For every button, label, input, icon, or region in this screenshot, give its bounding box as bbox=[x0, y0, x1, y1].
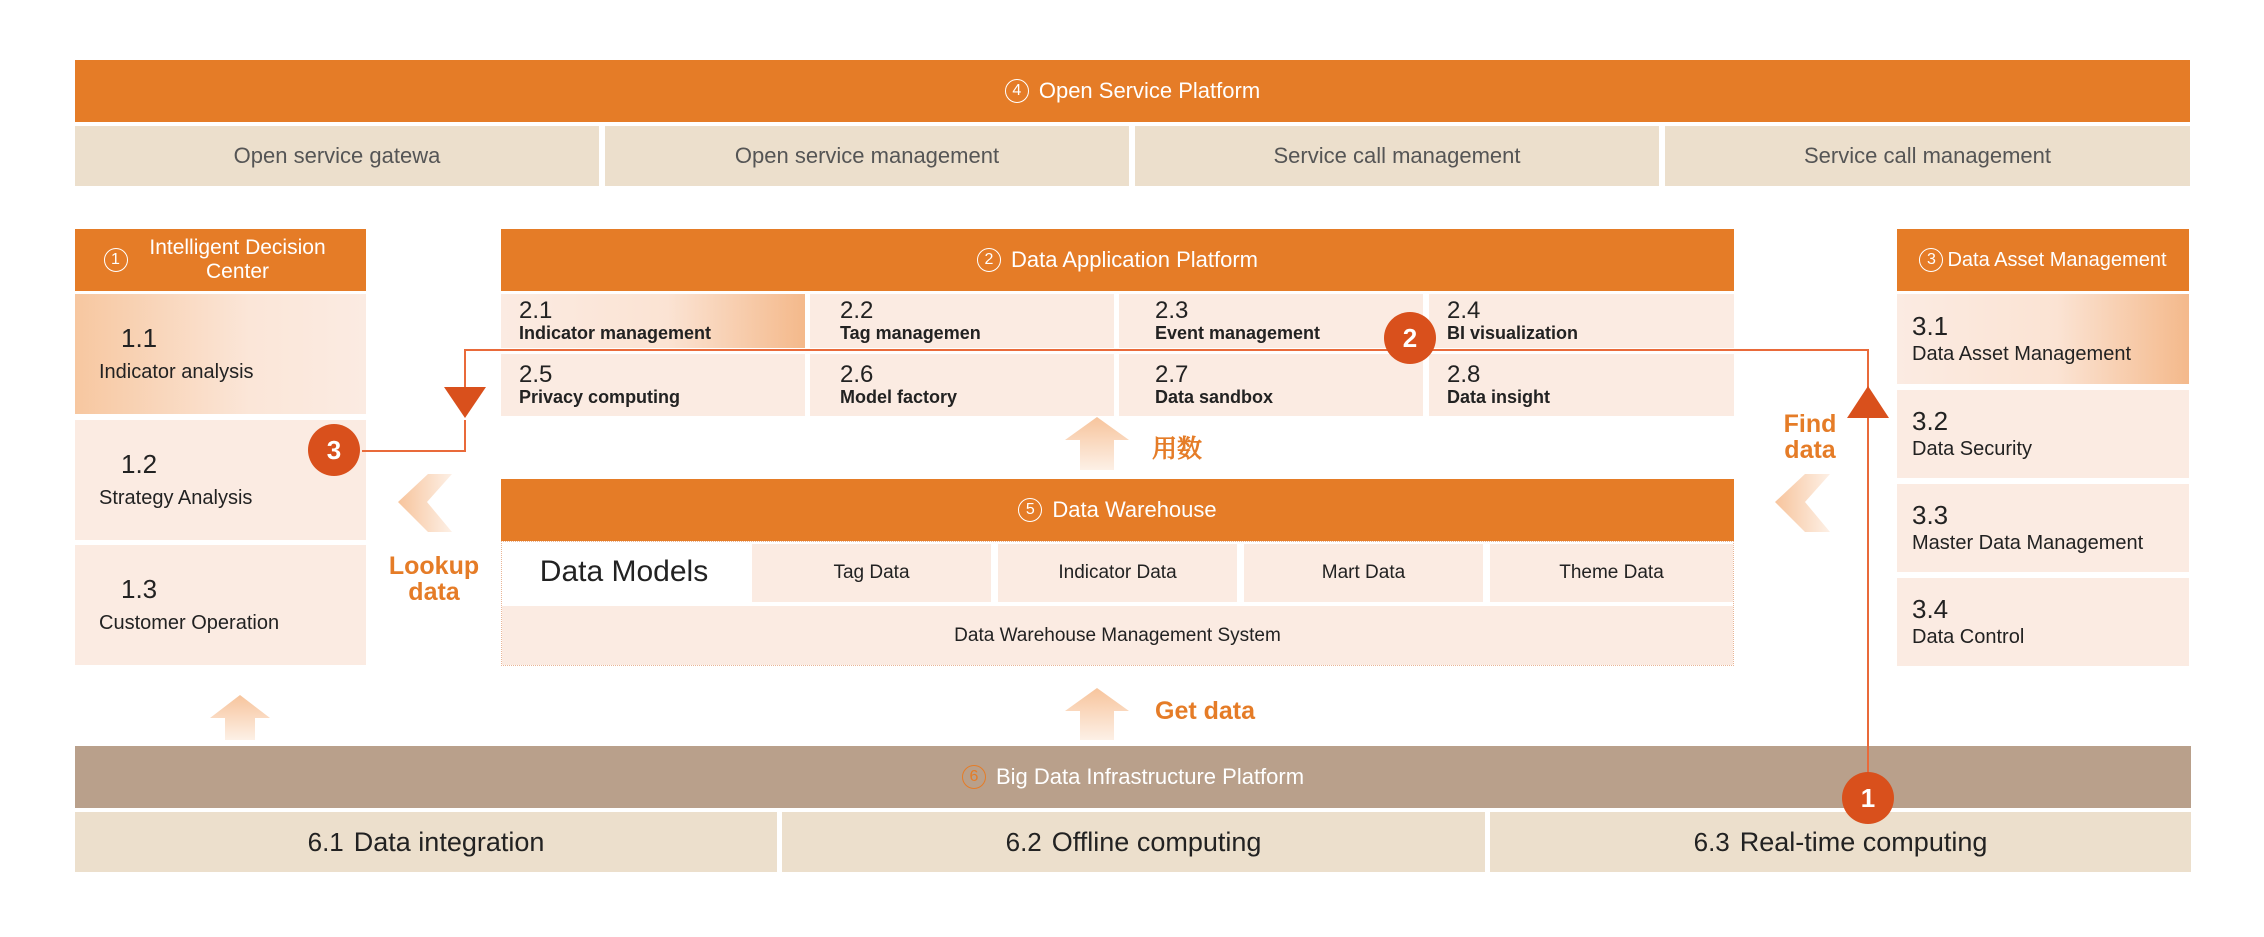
number-badge: 6 bbox=[962, 765, 986, 789]
open-service-item: Open service management bbox=[605, 126, 1129, 186]
infrastructure-title: Big Data Infrastructure Platform bbox=[995, 764, 1305, 789]
asset-item: 3.1 Data Asset Management bbox=[1897, 294, 2189, 384]
up-arrow-icon bbox=[210, 695, 270, 740]
warehouse-management-system: Data Warehouse Management System bbox=[502, 606, 1733, 665]
lookup-data-label: Lookup data bbox=[388, 552, 480, 606]
infra-item: 6.3 Real-time computing bbox=[1490, 812, 2191, 872]
application-item: 2.3 Event management bbox=[1119, 294, 1423, 348]
decision-item: 1.3 Customer Operation bbox=[75, 545, 366, 665]
application-item: 2.5 Privacy computing bbox=[501, 354, 805, 416]
decision-item: 1.1 Indicator analysis bbox=[75, 294, 366, 414]
data-models-label: Data Models bbox=[502, 542, 746, 602]
open-service-item: Open service gatewa bbox=[75, 126, 599, 186]
arrow-up-icon bbox=[1847, 386, 1889, 418]
application-platform-title: Data Application Platform bbox=[1010, 247, 1259, 272]
warehouse-item: Indicator Data bbox=[998, 544, 1237, 602]
decision-center-title: Intelligent Decision Center bbox=[149, 236, 326, 283]
find-data-label: Find data bbox=[1783, 410, 1837, 464]
warehouse-item: Tag Data bbox=[752, 544, 991, 602]
asset-item: 3.2 Data Security bbox=[1897, 390, 2189, 478]
application-item: 2.2 Tag managemen bbox=[810, 294, 1114, 348]
open-service-item: Service call management bbox=[1135, 126, 1659, 186]
flow-line bbox=[465, 350, 1868, 795]
decision-item: 1.2 Strategy Analysis bbox=[75, 420, 366, 540]
arrow-down-icon bbox=[444, 387, 486, 418]
number-badge: 5 bbox=[1018, 498, 1042, 522]
application-item: 2.4 BI visualization bbox=[1429, 294, 1734, 348]
step-badge-1: 1 bbox=[1842, 772, 1894, 824]
flow-line bbox=[362, 420, 465, 451]
warehouse-item: Theme Data bbox=[1490, 544, 1733, 602]
application-item: 2.8 Data insight bbox=[1429, 354, 1734, 416]
step-badge-3: 3 bbox=[308, 424, 360, 476]
data-warehouse-title: Data Warehouse bbox=[1052, 497, 1217, 522]
asset-management-title: Data Asset Management bbox=[1947, 248, 2167, 271]
infra-item: 6.1 Data integration bbox=[75, 812, 777, 872]
warehouse-item: Mart Data bbox=[1244, 544, 1483, 602]
number-badge: 1 bbox=[104, 248, 128, 272]
number-badge: 4 bbox=[1005, 79, 1029, 103]
asset-item: 3.4 Data Control bbox=[1897, 578, 2189, 666]
asset-item: 3.3 Master Data Management bbox=[1897, 484, 2189, 572]
up-arrow-icon bbox=[1065, 417, 1129, 470]
left-arrow-icon bbox=[398, 474, 452, 532]
get-data-label: Get data bbox=[1155, 697, 1256, 725]
left-arrow-icon bbox=[1775, 474, 1830, 532]
step-badge-2: 2 bbox=[1384, 312, 1436, 364]
use-data-label: 用数 bbox=[1152, 435, 1203, 463]
number-badge: 3 bbox=[1919, 248, 1943, 272]
open-service-item: Service call management bbox=[1665, 126, 2190, 186]
up-arrow-icon bbox=[1065, 688, 1129, 740]
application-item: 2.1 Indicator management bbox=[501, 294, 805, 348]
number-badge: 2 bbox=[977, 248, 1001, 272]
application-item: 2.7 Data sandbox bbox=[1119, 354, 1423, 416]
open-service-platform-title: Open Service Platform bbox=[1038, 78, 1261, 103]
application-item: 2.6 Model factory bbox=[810, 354, 1114, 416]
infra-item: 6.2 Offline computing bbox=[782, 812, 1485, 872]
